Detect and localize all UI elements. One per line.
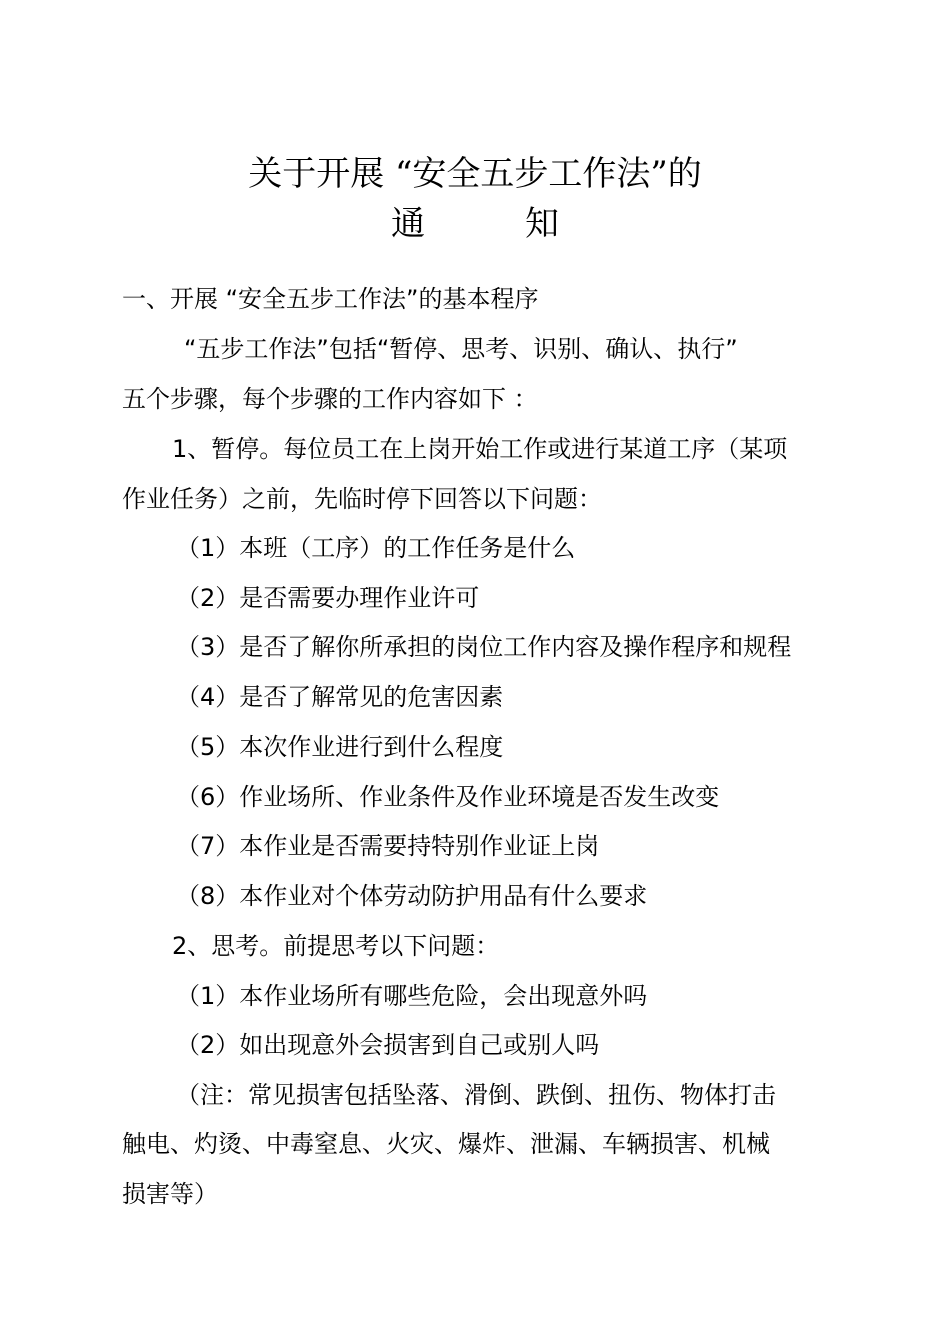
list-item: （1）本班（工序）的工作任务是什么 [176,534,576,562]
list-item: （5）本次作业进行到什么程度 [176,733,504,761]
list-item: （7）本作业是否需要持特别作业证上岗 [176,832,600,860]
step-heading: 2、思考。前提思考以下问题： [172,932,500,960]
document-title-line1: 关于开展 “安全五步工作法”的 [248,154,702,194]
list-item: （1）本作业场所有哪些危险，会出现意外吗 [176,982,648,1010]
list-item: （3）是否了解你所承担的岗位工作内容及操作程序和规程 [176,633,792,661]
step-heading: 1、暂停。每位员工在上岗开始工作或进行某道工序（某项 [172,435,788,463]
paragraph-line: “五步工作法”包括“暂停、思考、识别、确认、执行” [184,335,738,363]
list-item: （2）如出现意外会损害到自己或别人吗 [176,1031,600,1059]
paragraph-line: 五个步骤，每个步骤的工作内容如下 ： [122,385,538,413]
note-line: 触电、灼烫、中毒窒息、火灾、爆炸、泄漏、车辆损害、机械 [122,1130,770,1158]
list-item: （4）是否了解常见的危害因素 [176,683,504,711]
document-title-line2: 通知 [391,204,659,244]
paragraph-line: 作业任务）之前，先临时停下回答以下问题： [122,485,602,513]
note-line: 损害等） [122,1180,218,1208]
list-item: （6）作业场所、作业条件及作业环境是否发生改变 [176,783,720,811]
section-heading: 一、开展 “安全五步工作法”的基本程序 [122,285,539,313]
list-item: （2）是否需要办理作业许可 [176,584,480,612]
note-line: （注：常见损害包括坠落、滑倒、跌倒、扭伤、物体打击 [176,1081,776,1109]
list-item: （8）本作业对个体劳动防护用品有什么要求 [176,882,648,910]
